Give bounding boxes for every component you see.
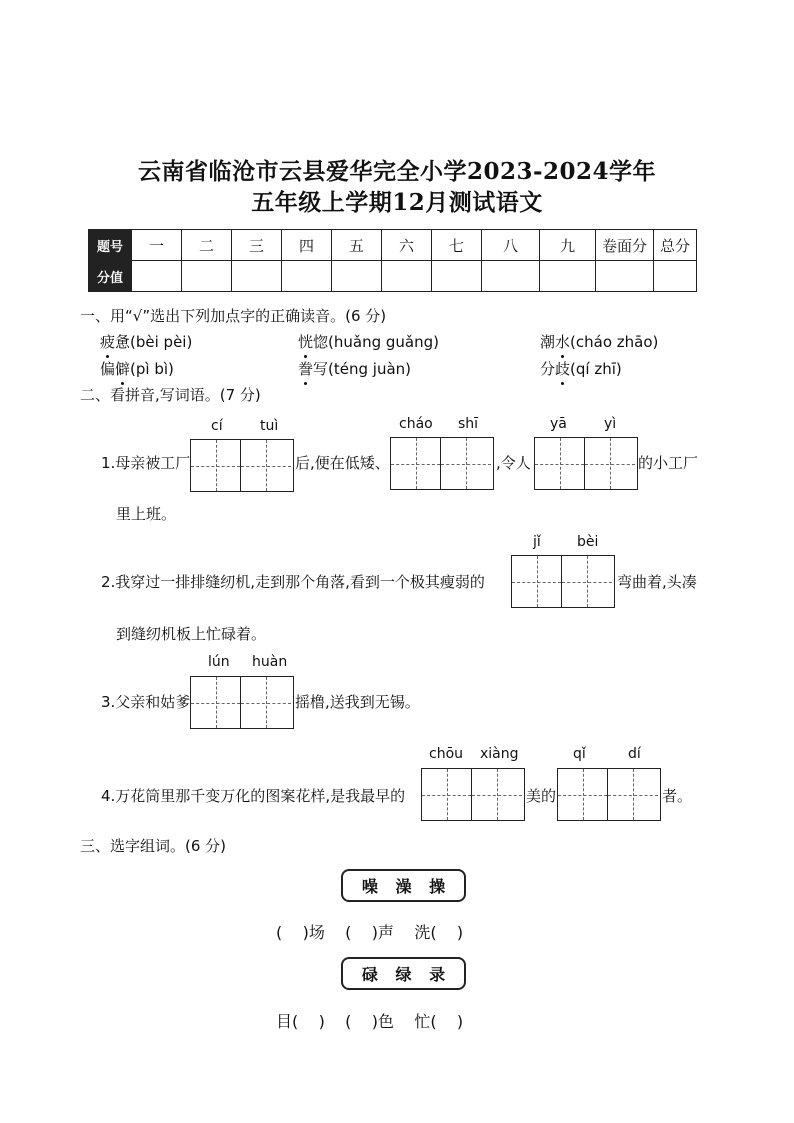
score-cell[interactable]: [182, 261, 232, 292]
col-header: 三: [232, 230, 282, 261]
row-label: 分值: [89, 261, 132, 292]
q2-text-a: 2.我穿过一排排缝纫机,走到那个角落,看到一个极其瘦弱的: [101, 573, 485, 591]
reading-item[interactable]: 恍惚(huǎng guǎng): [298, 333, 439, 351]
reading-item[interactable]: 誊写(téng juàn): [298, 360, 411, 378]
word-blanks-1[interactable]: ( )场 ( )声 洗( ): [276, 923, 464, 942]
reading-item[interactable]: 分歧(qí zhī): [540, 360, 622, 378]
q1-text-d: 的小工厂: [638, 454, 699, 472]
answer-grid[interactable]: [190, 676, 294, 729]
score-cell[interactable]: [432, 261, 482, 292]
reading-item[interactable]: 潮水(cháo zhāo): [540, 333, 659, 351]
q1-text-b: 后,便在低矮、: [295, 454, 390, 472]
q2-text-b: 弯曲着,头凑: [617, 573, 697, 591]
char-choice-box-2: [341, 957, 466, 990]
pinyin: lún: [208, 654, 230, 670]
score-cell[interactable]: [654, 261, 697, 292]
col-header: 六: [382, 230, 432, 261]
reading-item[interactable]: 偏僻(pì bì): [100, 360, 174, 378]
choice-char: 录: [429, 965, 446, 984]
dotted-char: 僻: [115, 360, 131, 378]
col-header: 八: [482, 230, 540, 261]
score-cell[interactable]: [596, 261, 654, 292]
score-cell[interactable]: [482, 261, 540, 292]
dotted-char: 水: [555, 333, 571, 351]
section-2-title: 二、看拼音,写词语。(7 分): [80, 386, 261, 404]
pinyin: yā: [550, 416, 567, 432]
pinyin: xiàng: [480, 746, 519, 762]
q1-text-a: 1.母亲被工厂: [101, 454, 191, 472]
answer-grid[interactable]: [390, 437, 494, 490]
q1-text-e: 里上班。: [116, 505, 177, 523]
section-1-title: 一、用“√”选出下列加点字的正确读音。(6 分): [80, 307, 387, 325]
score-table: [88, 229, 697, 292]
pinyin: dí: [628, 746, 641, 762]
score-cell[interactable]: [382, 261, 432, 292]
score-cell[interactable]: [232, 261, 282, 292]
answer-grid[interactable]: [534, 437, 638, 490]
title-line-1: 云南省临沧市云县爱华完全小学2023-2024学年: [137, 158, 657, 185]
pinyin: tuì: [260, 418, 279, 434]
choice-char: 噪: [361, 877, 378, 896]
q4-text-c: 者。: [662, 787, 693, 805]
score-cell[interactable]: [332, 261, 382, 292]
title-line-2: 五年级上学期12月测试语文: [251, 189, 543, 216]
pinyin: cí: [211, 418, 223, 434]
score-cell[interactable]: [132, 261, 182, 292]
answer-grid[interactable]: [557, 768, 661, 821]
section-3-title: 三、选字组词。(6 分): [80, 837, 227, 855]
pinyin: bèi: [577, 534, 599, 550]
choice-char: 操: [429, 877, 446, 896]
choice-char: 绿: [395, 965, 412, 984]
score-row-header: [89, 230, 697, 261]
q4-text-a: 4.万花筒里那千变万化的图案花样,是我最早的: [101, 787, 406, 805]
dotted-char: 恍: [298, 333, 314, 351]
q3-text-a: 3.父亲和姑爹: [101, 693, 191, 711]
q3-text-b: 摇橹,送我到无锡。: [295, 693, 420, 711]
q4-text-b: 美的: [526, 787, 557, 805]
dotted-char: 歧: [555, 360, 571, 378]
choice-char: 澡: [395, 877, 412, 896]
char-choice-box-1: [341, 869, 466, 902]
answer-grid[interactable]: [511, 555, 615, 608]
pinyin: huàn: [252, 654, 288, 670]
answer-grid[interactable]: [190, 439, 294, 492]
score-cell[interactable]: [282, 261, 332, 292]
dotted-char: 誊: [298, 360, 314, 378]
score-row-values: [89, 261, 697, 292]
col-header: 五: [332, 230, 382, 261]
pinyin: shī: [458, 416, 479, 432]
q1-text-c: ,令人: [496, 454, 531, 472]
col-header: 四: [282, 230, 332, 261]
col-header: 总分: [654, 230, 697, 261]
word-blanks-2[interactable]: 目( ) ( )色 忙( ): [276, 1012, 464, 1031]
choice-char: 碌: [361, 965, 378, 984]
pinyin: qǐ: [573, 746, 586, 762]
score-cell[interactable]: [540, 261, 596, 292]
pinyin: jǐ: [533, 534, 541, 550]
col-header: 二: [182, 230, 232, 261]
q2-text-c: 到缝纫机板上忙碌着。: [116, 625, 267, 643]
reading-item[interactable]: 疲惫(bèi pèi): [100, 333, 193, 351]
pinyin: cháo: [399, 416, 433, 432]
dotted-char: 疲: [100, 333, 116, 351]
pinyin: yì: [604, 416, 617, 432]
row-label: 题号: [89, 230, 132, 261]
col-header: 卷面分: [596, 230, 654, 261]
col-header: 一: [132, 230, 182, 261]
answer-grid[interactable]: [421, 768, 525, 821]
col-header: 七: [432, 230, 482, 261]
pinyin: chōu: [429, 746, 464, 762]
col-header: 九: [540, 230, 596, 261]
